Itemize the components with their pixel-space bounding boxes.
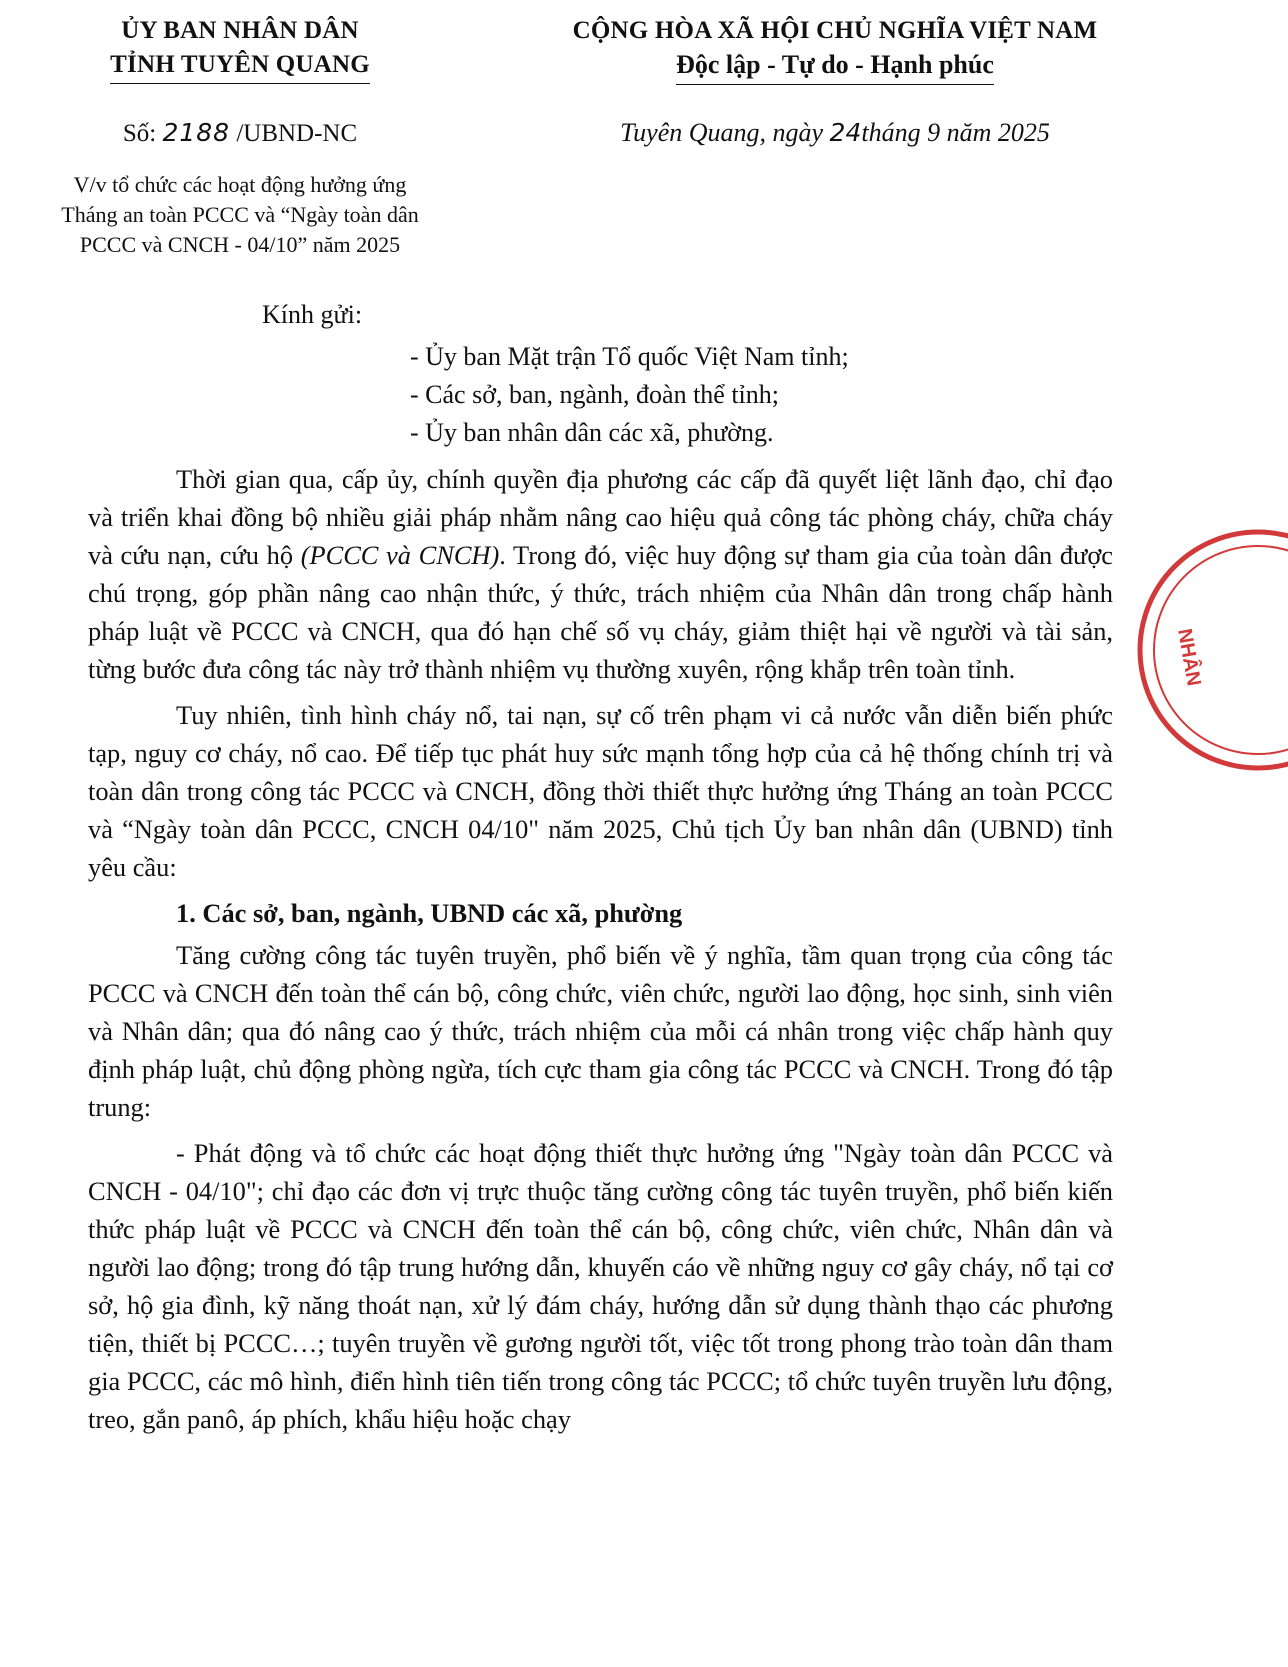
paragraph-1-text: Thời gian qua, cấp ủy, chính quyền địa phương các cấp đã quyết liệt lãnh đạo, chỉ đạo và triển khai đồng bộ nhiều giải pháp nhằm nâng cao hiệu quả công tác phòng cháy, chữa cháy và cứu nạn, cứu hộ: [88, 464, 1113, 570]
recipient-list: [410, 338, 849, 452]
document-subject: [40, 170, 440, 260]
document-body: [88, 460, 1113, 1446]
subject-line: V/v tổ chức các hoạt động hưởng ứng: [73, 172, 407, 197]
date-suffix: tháng 9 năm 2025: [861, 118, 1050, 147]
doc-number-suffix: /UBND-NC: [236, 120, 358, 147]
authority-line-2: TỈNH TUYÊN QUANG: [110, 48, 370, 84]
nation-name: CỘNG HÒA XÃ HỘI CHỦ NGHĨA VIỆT NAM: [572, 17, 1098, 44]
subject-line: Tháng an toàn PCCC và “Ngày toàn dân: [61, 202, 419, 227]
stamp-text: NHÂN: [1173, 627, 1205, 688]
recipient-item: - Các sở, ban, ngành, đoàn thể tỉnh;: [410, 380, 780, 409]
authority-line-1: ỦY BAN NHÂN DÂN: [121, 17, 359, 44]
official-stamp-edge: [1108, 530, 1288, 770]
paragraph-2: Tuy nhiên, tình hình cháy nổ, tai nạn, sự cố trên phạm vi cả nước vẫn diễn biến phức tạp, nguy cơ cháy, nổ cao. Để tiếp tục phát huy sức mạnh tổng hợp của cả hệ thống chính trị và toàn dân trong công tác PCCC và CNCH, đồng thời thiết thực hưởng ứng Tháng an toàn PCCC và “Ngày toàn dân PCCC, CNCH 04/10" năm 2025, Chủ tịch Ủy ban nhân dân (UBND) tỉnh yêu cầu:: [88, 700, 1113, 882]
paragraph-1-italic: (PCCC và CNCH): [300, 540, 500, 570]
national-motto: Độc lập - Tự do - Hạnh phúc: [676, 48, 994, 85]
issuing-authority: [40, 14, 440, 84]
paragraph-1: [88, 460, 1113, 688]
recipient-item: - Ủy ban Mặt trận Tổ quốc Việt Nam tỉnh;: [410, 342, 849, 371]
doc-number-prefix: Số:: [122, 120, 157, 147]
paragraph-4: - Phát động và tổ chức các hoạt động thiết thực hưởng ứng "Ngày toàn dân PCCC và CNCH - 04/10"; chỉ đạo các đơn vị trực thuộc tăng cường công tác tuyên truyền, phổ biến kiến thức pháp luật về PCCC và CNCH đến toàn thể cán bộ, công chức, viên chức, Nhân dân và người lao động; trong đó tập trung hướng dẫn, khuyến cáo về những nguy cơ gây cháy, nổ tại cơ sở, hộ gia đình, kỹ năng thoát nạn, xử lý đám cháy, hướng dẫn sử dụng thành thạo các phương tiện, thiết bị PCCC…; tuyên truyền về gương người tốt, việc tốt trong phong trào toàn dân tham gia PCCC, các mô hình, điển hình tiên tiến trong công tác PCCC; tổ chức tuyên truyền lưu động, treo, gắn panô, áp phích, khẩu hiệu hoặc chạy: [88, 1138, 1113, 1434]
paragraph-1-text-end: . Trong đó, việc huy động sự tham gia của toàn dân được chú trọng, góp phần nâng cao nhận thức, ý thức, trách nhiệm của Nhân dân trong chấp hành pháp luật về PCCC và CNCH, qua đó hạn chế số vụ cháy, giảm thiệt hại về người và tài sản, từng bước đưa công tác này trở thành nhiệm vụ thường xuyên, rộng khắp trên toàn tỉnh.: [88, 540, 1113, 684]
subject-line: PCCC và CNCH - 04/10” năm 2025: [79, 232, 401, 257]
date-prefix: Tuyên Quang, ngày: [620, 118, 824, 147]
section-heading-1: 1. Các sở, ban, ngành, UBND các xã, phường: [176, 898, 683, 928]
date-day-handwritten: 24: [829, 118, 862, 147]
doc-number-handwritten: 2188: [162, 118, 231, 147]
place-date: [520, 118, 1150, 148]
greeting: Kính gửi:: [262, 300, 363, 329]
recipient-item: - Ủy ban nhân dân các xã, phường.: [410, 418, 774, 447]
national-title: [520, 14, 1150, 85]
paragraph-3: Tăng cường công tác tuyên truyền, phổ biến về ý nghĩa, tầm quan trọng của công tác PCCC và CNCH đến toàn thể cán bộ, công chức, viên chức, người lao động, học sinh, sinh viên và Nhân dân; qua đó nâng cao ý thức, trách nhiệm của mỗi cá nhân trong việc chấp hành quy định pháp luật, chủ động phòng ngừa, tích cực tham gia công tác PCCC và CNCH. Trong đó tập trung:: [88, 940, 1113, 1122]
document-number: [40, 118, 440, 148]
